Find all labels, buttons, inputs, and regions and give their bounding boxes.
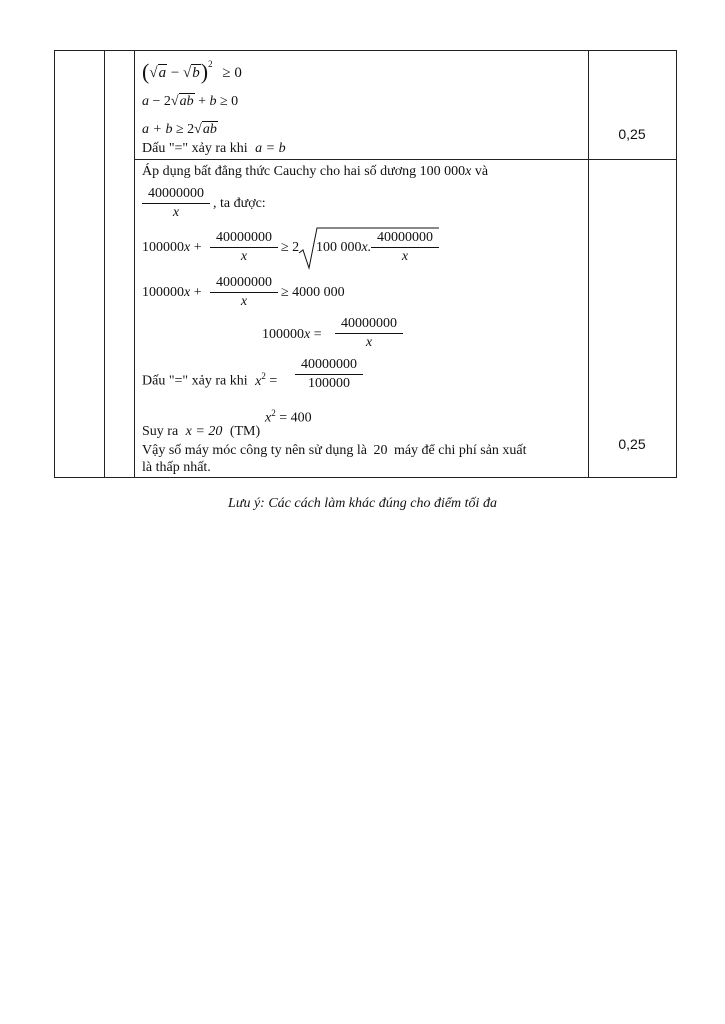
conclusion-line-1: Vậy số máy móc công ty nên sử dụng là 20 máy để chi phí sản xuất xyxy=(142,443,527,458)
equality-condition-1: Dấu "=" xảy ra khi a = b xyxy=(142,141,286,156)
cauchy-intro: Áp dụng bất đẳng thức Cauchy cho hai số dương 100 000x và xyxy=(142,164,489,179)
table-border-right xyxy=(676,50,677,478)
score-block-2: 0,25 xyxy=(618,436,646,452)
column-divider-1 xyxy=(104,50,105,478)
row-divider xyxy=(134,159,676,160)
x-squared-equation: $x^2 = 400$ xyxy=(265,408,312,426)
footnote: Lưu ý: Các cách làm khác đúng cho điểm tối đa xyxy=(228,496,497,511)
table-border-top xyxy=(54,50,676,51)
cauchy-intro-tail: , ta được: xyxy=(213,196,266,211)
fraction-40000000-over-x: 40000000 x xyxy=(142,186,210,221)
grading-table: $(√a - √b)^2 \ge 0$ a − 2√ab + b ≥ 0 a + b ≥ 2√ab Dấu "=" xảy ra khi a = b 0,25 Áp dụng bất đẳng thức Cauchy cho hai số dương 100 000x và 40000000 x , ta được: 100000x + 40000000 x ≥ 2 100 000x. 40000000 x 100000x + 40000000 x ≥ 4000 000 100000x = 40000000 x Dấu "=" xảy ra khi $x^2$ = 40000000 100000 $x^2 = 400$ Suy ra x = 20 (TM) Vậy số máy móc công ty nên sử dụng là 20 máy để chi phí sản xuất là thấp nhất. 0,25 xyxy=(54,50,676,478)
inequality-square-nonnegative: $(√a - √b)^2 \ge 0$ xyxy=(142,59,242,84)
inequality-expanded: a − 2√ab + b ≥ 0 xyxy=(142,94,239,109)
table-border-left xyxy=(54,50,55,478)
score-block-1: 0,25 xyxy=(618,126,646,142)
result-line: Suy ra x = 20 (TM) xyxy=(142,424,261,439)
table-border-bottom xyxy=(54,477,676,478)
inequality-am-gm: a + b ≥ 2√ab xyxy=(142,122,217,137)
conclusion-line-2: là thấp nhất. xyxy=(142,460,211,475)
column-divider-3 xyxy=(588,50,589,478)
column-divider-2 xyxy=(134,50,135,478)
